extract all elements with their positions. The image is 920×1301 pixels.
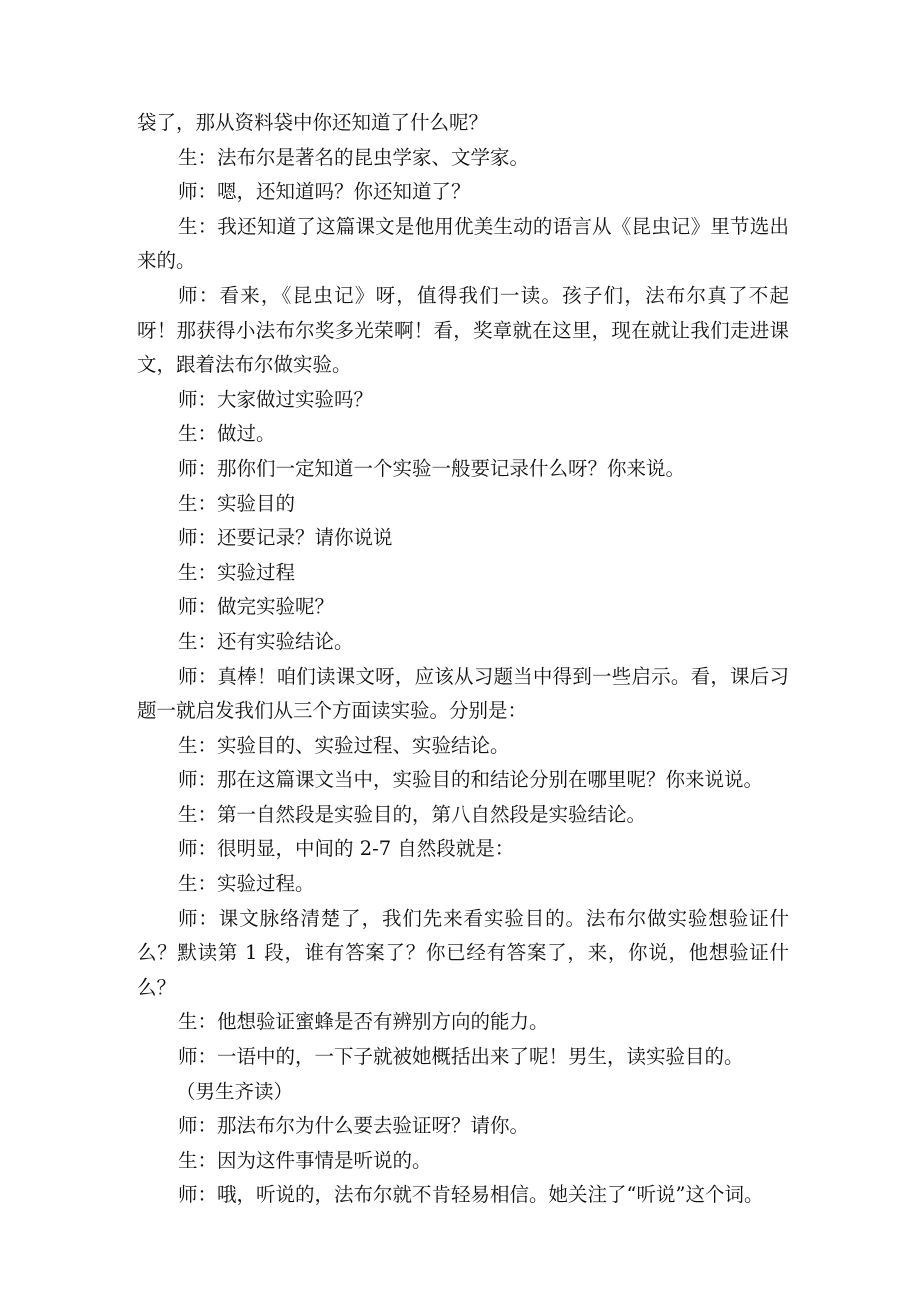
teacher-line: 师：课文脉络清楚了，我们先来看实验目的。法布尔做实验想验证什么？默读第 1 段，谁有答案了？你已经有答案了，来，你说，他想验证什么？ <box>137 906 789 999</box>
student-line: 生：实验过程 <box>178 560 296 584</box>
teacher-line: 师：那你们一定知道一个实验一般要记录什么呀？你来说。 <box>178 456 686 480</box>
stage-direction: （男生齐读） <box>176 1079 294 1103</box>
student-line: 生：因为这件事情是听说的。 <box>178 1148 432 1172</box>
student-line: 生：实验目的、实验过程、实验结论。 <box>178 733 510 757</box>
teacher-line: 师：真棒！咱们读课文呀，应该从习题当中得到一些启示。看，课后习题一就启发我们从三个方面读实验。分别是： <box>137 664 789 723</box>
teacher-line: 师：大家做过实验吗？ <box>178 387 374 411</box>
teacher-line: 师：看来，《昆虫记》呀，值得我们一读。孩子们，法布尔真了不起呀！那获得小法布尔奖多光荣啊！看，奖章就在这里，现在就让我们走进课文，跟着法布尔做实验。 <box>137 283 789 377</box>
student-line: 生：第一自然段是实验目的，第八自然段是实验结论。 <box>178 802 647 826</box>
teacher-line: 师：做完实验呢？ <box>178 595 335 619</box>
student-line: 生：实验过程。 <box>178 872 315 896</box>
student-line: 生：我还知道了这篇课文是他用优美生动的语言从《昆虫记》里节选出来的。 <box>137 214 789 273</box>
teacher-line: 师：还要记录？请你说说 <box>178 526 393 550</box>
paragraph-continuation: 袋了，那从资料袋中你还知道了什么呢？ <box>137 111 489 134</box>
student-line: 生：做过。 <box>178 422 276 446</box>
student-line: 生：实验目的 <box>178 491 296 515</box>
teacher-line: 师：那法布尔为什么要去验证呀？请你。 <box>178 1114 530 1138</box>
teacher-line: 师：嗯，还知道吗？你还知道了？ <box>178 180 471 204</box>
lesson-transcript <box>137 106 789 1213</box>
student-line: 生：还有实验结论。 <box>178 629 354 653</box>
teacher-line: 师：那在这篇课文当中，实验目的和结论分别在哪里呢？你来说说。 <box>178 768 764 792</box>
student-line: 生：他想验证蜜蜂是否有辨别方向的能力。 <box>178 1010 549 1034</box>
teacher-line: 师：很明显，中间的 2-7 自然段就是： <box>178 837 515 861</box>
teacher-line: 师：一语中的，一下子就被她概括出来了呢！男生，读实验目的。 <box>178 1045 744 1069</box>
teacher-line: 师：哦，听说的，法布尔就不肯轻易相信。她关注了“听说”这个词。 <box>178 1183 764 1207</box>
student-line: 生：法布尔是著名的昆虫学家、文学家。 <box>178 145 530 169</box>
